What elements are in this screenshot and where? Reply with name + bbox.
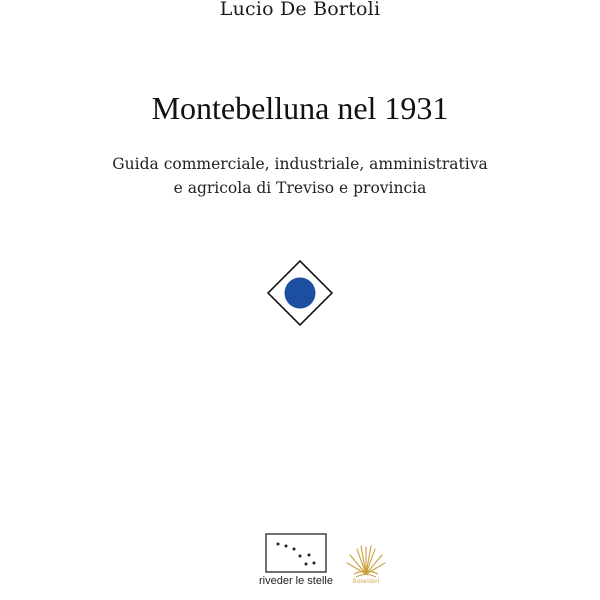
diamond-emblem-icon [266,259,334,327]
riveder-le-stelle-logo-icon [265,533,327,573]
book-title: Montebelluna nel 1931 [151,90,449,126]
blue-circle-icon [285,278,316,309]
book-subtitle [0,152,600,200]
author-name: Lucio De Bortoli [219,0,381,20]
solelibri-label: Solelibri [352,578,380,585]
subtitle-line-1: Guida commerciale, industriale, amministrativa [112,155,488,173]
solelibri-sun-icon [346,541,386,581]
riveder-le-stelle-label: riveder le stelle [259,575,333,587]
subtitle-line-2: e agricola di Treviso e provincia [173,179,427,197]
